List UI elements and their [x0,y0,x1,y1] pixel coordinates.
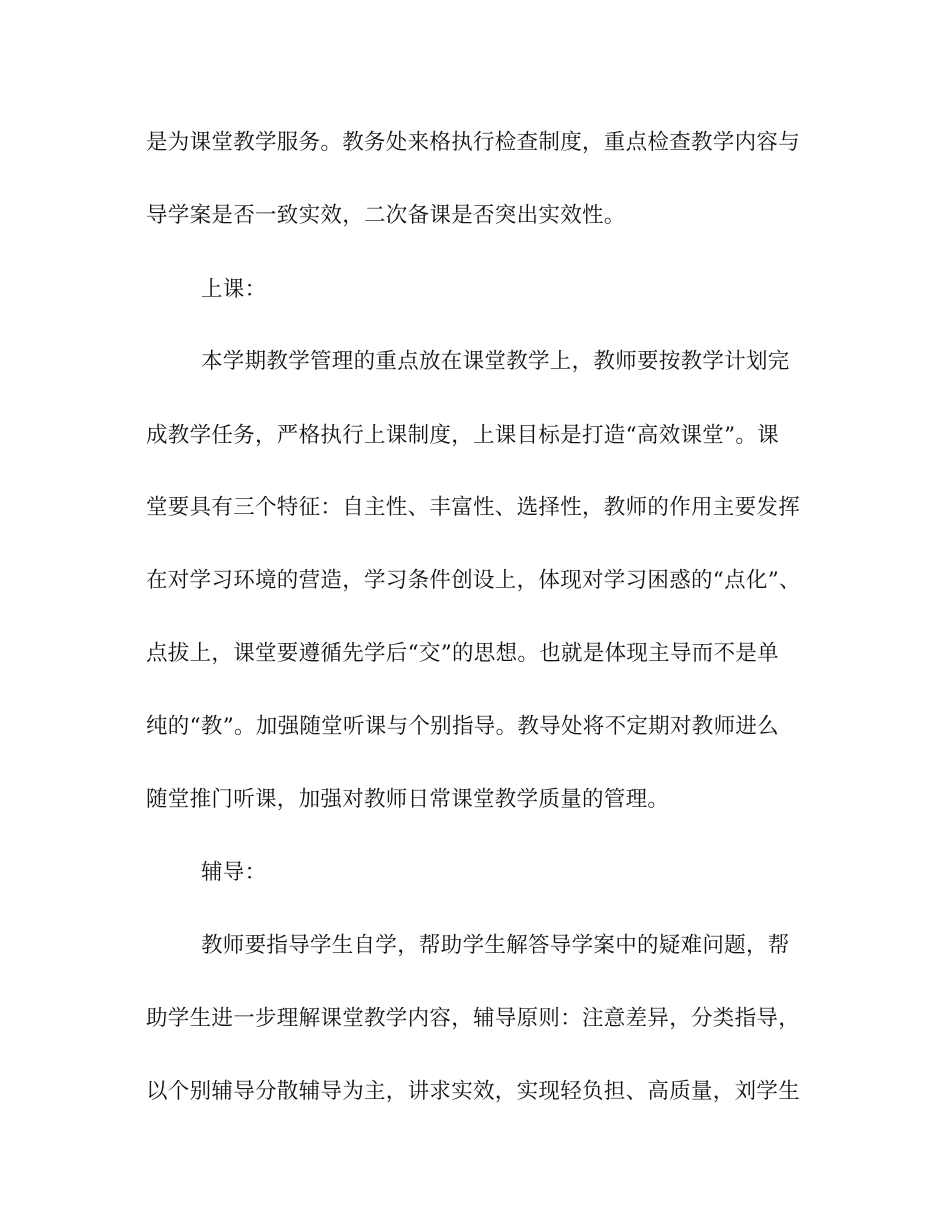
paragraph-line: 在对学习环境的营造，学习条件创设上，体现对学习困惑的“点化”、 [146,568,801,593]
paragraph-line: 教师要指导学生自学，帮助学生解答导学案中的疑难问题，帮 [201,933,790,958]
paragraph-line: 导学案是否一致实效，二次备课是否突出实效性。 [146,203,626,228]
paragraph-line: 点拔上，课堂要遵循先学后“交”的思想。也就是体现主导而不是单 [146,641,779,666]
section-heading-fudao: 辅导： [201,860,267,885]
paragraph-line: 本学期教学管理的重点放在课堂教学上，教师要按教学计划完 [201,349,790,374]
paragraph-line: 随堂推门听课，加强对教师日常课堂教学质量的管理。 [146,787,670,812]
paragraph-line: 以个别辅导分散辅导为主，讲求实效，实现轻负担、高质量，刘学生 [146,1079,801,1104]
paragraph-line: 成教学任务，严格执行上课制度，上课目标是打造“高效课堂”。课 [146,423,779,448]
paragraph-line: 堂要具有三个特征：自主性、丰富性、选择性，教师的作用主要发挥 [146,495,801,520]
paragraph-line: 助学生进一步理解课堂教学内容，辅导原则：注意差异，分类指导， [146,1006,801,1031]
paragraph-line: 是为课堂教学服务。教务处来格执行检查制度，重点检查教学内容与 [146,130,801,155]
section-heading-shangke: 上课： [201,277,267,302]
paragraph-line: 纯的“教”。加强随堂听课与个别指导。教导处将不定期对教师进么 [146,714,779,739]
